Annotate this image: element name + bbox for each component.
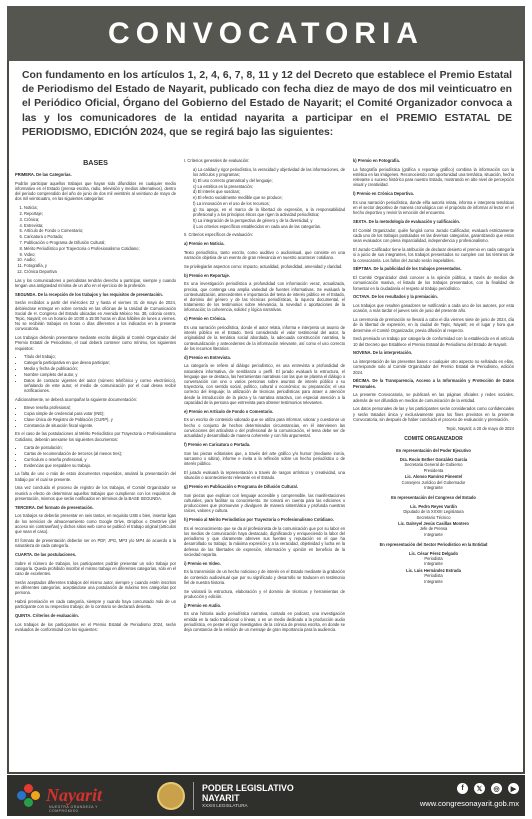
requirement-item: • Categoría participativa en que desea participar; [24, 360, 176, 365]
paragraph: La presente Convocatoria, se publicará en las páginas oficiales y redes sociales, además de ser difundida en medios de comunicación de la entidad. [353, 392, 514, 403]
base-10-heading: DÉCIMA. De la Transparencia, Acceso a la Información y Protección de Datos Personales. [353, 378, 514, 389]
criteria-heading: II. Criterios específicos de evaluación: [184, 232, 253, 238]
document-item: • Copia simple de credencial para votar (INE); [24, 411, 176, 416]
base-7-heading: SÉPTIMA. De la publicidad de los trabajos presentados. [353, 266, 462, 272]
prize-heading: f) Premio en Caricatura o Portada. [184, 441, 251, 447]
paragraph: Los datos personales de las y los participantes serán considerados como confidenciales y serán tratados única y exclusivamente para los fines previstos en la presente Convocatoria, sin después de haber concluido el proceso de evaluación y premiación. [353, 406, 514, 422]
signatory [353, 504, 514, 520]
paragraph: Los trabajos que resulten ganadores se notificarán a cada uno de los autores, por esta ocasión, a más tardar el jueves seis de junio del presente año. [353, 303, 514, 314]
signatory-name: Lic. Luis Hernández Estrada [406, 568, 461, 574]
committee-heading: COMITÉ ORGANIZADOR [404, 435, 463, 442]
social-block [420, 783, 519, 808]
signatory-role: Diputado de la XXXIII Legislatura [403, 509, 464, 515]
signatory-name: Lic. Pedro Reyes Vardín [410, 504, 457, 510]
bases-columns [15, 158, 518, 766]
document-item: • Carta de postulación; [24, 445, 176, 450]
document-item: • Currículum o reseña profesional, y [24, 457, 176, 462]
paragraph: Los trabajos se deberán presentar en seis tantos, en requisito USB o bien, insertar ligas de los servicios de almacenamiento como Google Drive, Dropbox o OneDrive (del acceso sin contraseñas) y dichos sitios web como se publicó el trabajo original (artículos que sean el caso). [15, 513, 176, 534]
base-4-heading: CUARTA. De las postulaciones. [15, 551, 77, 557]
prize-heading: j) Premio en Audio. [184, 602, 222, 608]
paragraph: Son piezas que explican con lenguaje accesible y comprensible, las manifestaciones culturales, para facilitar su conocimiento. Se tomará en cuenta para las ediciones o producciones que promuevan y divulguen de manera sistemática y profunda nuestras raíces, valores y cultura. [184, 492, 345, 514]
document-item: • Evidencias que respalden su trabajo. [24, 463, 176, 468]
criteria-item: b) El uso correcto gramatical y del lenguaje; [193, 177, 273, 183]
legislative-block [202, 783, 294, 809]
paragraph: En el caso de las postulaciones al Mérito Periodístico por Trayectoria o Profesionalismo Cotidiano, deberán anexarse los siguientes documentos: [15, 431, 176, 442]
bases-heading: BASES [83, 158, 108, 167]
paragraph: Es la transmisión de un hecho noticioso y de interés en el Estado mediante la grabación de contenido audiovisual que por su significado y desarrollo se traducen en testimonio fiel de nuestra historia. [184, 569, 345, 585]
signatory-name: Dra. Rocío Esther González García [399, 457, 468, 463]
category-item: 11. Fotografía, y [24, 263, 176, 268]
footer-bar [7, 775, 525, 816]
signatory [353, 457, 514, 473]
document-item: • Cartas de recomendación de terceros (al menos tres); [24, 451, 176, 456]
website-link[interactable]: www.congresonayarit.gob.mx [419, 799, 519, 808]
signatory-role: Periodista [424, 573, 443, 579]
document-item: • Clave Única de Registro de Población (CURP), y [24, 417, 176, 422]
criteria-item: a) La calidad y rigor periodístico, la veracidad y objetividad de las informaciones, de los artículos y programas; [193, 166, 345, 177]
paragraph: Serán aceptados diferentes trabajos del mismo autor, siempre y cuando estén inscritos en diferentes categorías, aceptándose una postulación de máximo tres categorías por persona. [15, 579, 176, 596]
requirement-item: • Nombre completo del autor, y [24, 372, 176, 377]
criteria-heading: I. Criterios generales de evaluación: [184, 158, 250, 163]
criteria-item: c) La estética en la presentación; [193, 183, 254, 189]
paragraph: Es el reconocimiento que se da al profesionista de la comunicación que por su labor en los medios de comunicación haya destacado, dignificando y enriqueciendo la labor del periodismo y que claramente abreven sus fuentes y reputación en el que ha desarrollado su trabajo; la máxima expresión y a la veracidad, objetividad y lucha en la defensa de las libertades de expresión, información y opinión en beneficio de la sociedad nayarita. [184, 525, 345, 557]
document-item: • Constancia de situación fiscal vigente. [24, 423, 176, 428]
category-item: 12. Crónica Deportiva [24, 269, 176, 274]
base-3-heading: TERCERA. Del formato de presentación. [15, 504, 94, 510]
facebook-icon[interactable]: f [457, 783, 468, 794]
documents-list [24, 405, 176, 428]
document-item: • Breve reseña profesional; [24, 405, 176, 410]
legislative-state: NAYARIT [202, 792, 240, 803]
paragraph: Es una narración periodística, donde el autor relata, informa e interpreta un asunto de interés público en el Estado. Será considerado el valor testimonial del autor, la originalidad de la temática social abordada, la adecuada construcción narrativa, la contextualización y antecedentes de la información relevante, así como el uso correcto de los recursos literarios. [184, 324, 345, 351]
category-item: 10. Audio; [24, 257, 176, 262]
signatory-role: Consejero Jurídico del Gobernador [401, 479, 466, 485]
x-icon[interactable]: 𝕏 [474, 783, 485, 794]
prize-heading: c) Premio en Crónica. [184, 316, 227, 322]
paragraph: La interpretación de las presentes bases o cualquier otro aspecto no señalado en ellas, corresponde solo al Comité Organizador del Premio Estatal de Periodismo, edición 2024. [353, 359, 514, 375]
paragraph: Es una investigación periodística a profundidad con información veraz, actualizada, precisa, que contenga una amplia variedad de fuentes informativas. Se evaluará la contextualización, antecedentes e importancia del tema de interés público en el Estado, el dominio del género y de las técnicas periodísticas, la riqueza documental, el tratamiento de los testimonios sobre relevancia, la novedad o aportaciones de la información; la coherencia, solidez y lógica narrativas. [184, 281, 345, 313]
paragraph: Adicionalmente, se deberá acompañar la siguiente documentación: [15, 396, 137, 402]
divider [193, 782, 194, 810]
category-list [24, 205, 176, 274]
paragraph: La falta de uno o más de estos documentos requeridos, anulará la presentación del trabajo por el cual se presente. [15, 471, 176, 482]
base-2-heading: SEGUNDA. De la recepción de los trabajos y los requisitos de presentación. [15, 291, 163, 297]
requirements-list [24, 354, 176, 393]
prize-heading: l) Premio en Crónica Deportiva. [353, 191, 414, 197]
paragraph: Es una narración periodística, donde el/la autor/a relata, informa e interpreta temáticas en el sector deportivo de manera cronológica con el propósito de informar al lector en el hecho deportivo y revivir la emoción del encuentro. [353, 200, 514, 216]
category-item: 4. Entrevista; [24, 223, 176, 228]
prize-heading: b) Premio en Reportaje. [184, 272, 230, 278]
flower-logo-icon [17, 784, 41, 808]
base-9-heading: NOVENA. De la interpretación. [353, 350, 413, 356]
paragraph: Texto periodístico, tanto escrito, como auditivo o audiovisual, que consiste en una narración objetiva de un evento de gran relevancia en nuestro acontecer cotidiano. [184, 249, 345, 260]
nayarit-logo [7, 775, 127, 816]
logo-wordmark: Nayarit [46, 785, 102, 805]
page-title: CONVOCATORIA [108, 16, 424, 50]
signatory [353, 551, 514, 567]
signatory-name: Lic. César Pérez Delgado [409, 551, 458, 557]
base-8-heading: OCTAVA. De los resultados y la premiación. [353, 294, 438, 300]
signatory-position: Integrante [424, 561, 443, 567]
column-3 [353, 158, 514, 766]
logo-tagline: NUESTRA GRANDEZA Y COMPROMISO [49, 805, 98, 813]
date-line: Tepic, Nayarit; a 20 de mayo de 2024 [446, 425, 514, 431]
category-item: 6. Caricatura o Portada; [24, 234, 176, 239]
base-1-heading: PRIMERA. De las Categorías. [15, 172, 72, 177]
paragraph: La fotografía periodística (gráfica o reportaje gráfico) combina la información con la estética en las imágenes. Reconociendo con oportunidad una temática, situación, hecho relevante o suceso histórico para nuestro Estado, mostrando en alto nivel de percepción visual y creatividad. [353, 166, 514, 188]
paragraph: Será premiado un trabajo por categoría de conformidad con lo establecido en el artículo 10 del Decreto que Establece el Premio Estatal de Periodismo del Estado de Nayarit. [353, 336, 514, 347]
signatory-name: Lic. Dalreyel Jesús Casillas Montero [398, 521, 469, 527]
paragraph: Se privilegiarán aspectos como: impacto, actualidad, profundidad, amenidad y claridad. [184, 263, 343, 269]
group-heading: En representación del Sector Periodístico en la Entidad [379, 541, 488, 547]
criteria-item: i) Los criterios específicos establecidos en cada una de las categorías. [193, 223, 322, 229]
youtube-icon[interactable]: ▶ [508, 783, 519, 794]
criteria-item: g) Su apego, en el marco de la libertad de expresión, a la responsabilidad profesional y a los principios éticos que rigen la actividad periodística; [193, 206, 345, 217]
criteria-item: h) La integración de la perspectiva de género y de la diversidad, y [193, 217, 313, 223]
group-heading: En representación del Poder Ejecutivo [396, 448, 471, 454]
paragraph: El Comité Organizador, quién fungirá como Jurado Calificador, evaluará estrictamente cada uno de los trabajos postulados en las diversas categorías, garantizando que estos sean evaluados con plena imparcialidad, independencia y profesionalismo. [353, 228, 514, 244]
paragraph: Los trabajos deberán presentarse mediante escrito dirigido al Comité Organizador del Premio Estatal de Periodismo, el cual deberá contener como mínimo, los siguientes requisitos: [15, 335, 176, 351]
prize-heading: e) Premio en Artículo de Fondo o Comentario. [184, 408, 274, 414]
prize-heading: g) Premio en Publicación o Programa de Difusión Cultural. [184, 483, 298, 489]
signatory-position: Integrante [424, 531, 443, 537]
prize-heading: d) Premio en Entrevista. [184, 354, 231, 360]
paragraph: Sobre el número de trabajos, los participantes podrán presentar un solo trabajo por categoría. Queda prohibido inscribir el mismo trabajo en diferentes categorías, sólo en el caso de excelentes. [15, 560, 176, 576]
category-item: 3. Crónica; [24, 217, 176, 222]
column-1 [15, 158, 176, 766]
base-6-heading: SEXTA. De la metodología de evaluación y calificación. [353, 219, 461, 225]
state-seal-icon [157, 782, 185, 810]
prize-heading: i) Premio en Video. [184, 560, 221, 566]
paragraph: Se valorará la estructura, elaboración y el dominio de técnicas y herramientas de producción y edición. [184, 588, 345, 599]
paragraph: El jurado evaluará la representación a través de rasgos artísticos y creatividad, una situación o acontecimiento relevante en el Estado. [184, 469, 345, 480]
signatory-position: Presidenta [423, 467, 444, 473]
signatory-position: Secretario Técnico [416, 514, 451, 520]
category-item: 5. Artículo de Fondo o Comentario; [24, 228, 176, 233]
legislature-number: XXXIII LEGISLATURA [202, 802, 248, 808]
signatory-role: Secretaria General de Gobierno [404, 462, 463, 468]
base-5-heading: QUINTA. Criterios de evaluación. [15, 612, 79, 618]
criteria-item: e) El efecto socialmente medible que se produce; [193, 195, 283, 201]
instagram-icon[interactable]: ◎ [491, 783, 502, 794]
base-1-text: Podrán participar aquellos trabajos que hayan sido difundidos en cualquier medio informativo en el Estado (prensa escrita, radio, televisión y medios alternativos), dentro del periodo comprendido del año de junio de dos mil veintitrés al veintiuno de mayo de dos mil veinticuatro, en las siguientes categorías: [15, 180, 176, 202]
paragraph: El Jurado Calificador tiene la atribución de declarar desierto el premio en cada categoría si a juicio de sus integrantes, los trabajos presentados no cumplen con los términos de la convocatoria. Los fallos del Jurado serán inapelables. [353, 247, 514, 263]
paragraph: Las y los comunicadores o periodistas tendrán derecho a participar, siempre y cuando tengan una antigüedad mínima de un año en el ejercicio de la profesión. [15, 277, 176, 288]
requirement-item: • Medio y fecha de publicación; [24, 366, 176, 371]
social-icons [457, 783, 519, 794]
signatory-role: Jefe de Prensa [419, 526, 448, 532]
paragraph: La ceremonia de premiación se llevará a cabo el día viernes siete de junio de 2024, día de la libertad de expresión, en la ciudad de Tepic, Nayarit; en el lugar y hora que determine el Comité Organizador, previa difusión al respecto. [353, 317, 514, 333]
category-item: 2. Reportaje; [24, 211, 176, 216]
criteria-item: f) La innovación en el uso de los recursos; [193, 200, 270, 206]
paragraph: Son las piezas editoriales que, a través del arte gráfico y/o humor (mediante ironía, sarcasmo o sátira), informe e invita a la reflexión sobre un hecho periodístico o de interés público. [184, 450, 345, 466]
paragraph: Es una historia audio periodística narrativa, contada en podcast, una investigación emitida en la radio tradicional o líneas, o en un medio dedicado a la producción audio periodística, en pester el rigor investigativo de la crónica de prensa escrita, en donde se deja constancia de la emisión de un mensaje de gran importancia para la audiencia. [184, 611, 345, 633]
title-bar [7, 6, 525, 61]
category-item: 9. Video; [24, 252, 176, 257]
requirement-item: • Título del trabajo; [24, 354, 176, 359]
column-2 [184, 158, 345, 766]
requirement-item: • Datos de contacto vigentes del autor (número telefónico y correo electrónico), señalando de este autor, el medio de comunicación por el cual desea recibir notificaciones. [24, 378, 176, 394]
signatory [353, 521, 514, 537]
paragraph: Una vez concluido el proceso de registro de los trabajos, el Comité Organizador se reunirá a efecto de determinar aquellos trabajos que cumplieron con los requisitos de presentación, mismos que serán notificados en términos de la BASE SEGUNDA. [15, 485, 176, 501]
signatory-name: Lic. Alonso Ramírez Pimentel [404, 474, 463, 480]
paragraph: Serán recibidos a partir del miércoles 22 y hasta el viernes 31 de mayo de 2024, debiéndose entregar en sobre cerrado en las oficinas de la Unidad de Comunicación Social de H. Congreso del Estado ubicadas en Avenida México No. 38, colonia centro, Tepic, Nayarit; en un horario de 10:00 a 15:00 horas en días hábiles de lunes a viernes. No se recibirán trabajos en horas o días diferentes a los indicados en la presente convocatoria. [15, 300, 176, 332]
signatory-position: Integrante [424, 578, 443, 584]
group-heading: En representación del Congreso del Estado [391, 494, 476, 500]
legislative-power: PODER LEGISLATIVO [202, 782, 294, 793]
prize-heading: h) Premio al Mérito Periodístico por Trayectoria o Profesionalismo Cotidiano. [184, 517, 334, 522]
documents-list-2 [24, 445, 176, 468]
signatory [353, 568, 514, 584]
paragraph: El formato de presentación deberán ser en PDF, JPG, MP3 y/o MP4 de acuerdo a la naturaleza de cada categoría. [15, 537, 176, 548]
paragraph: La categoría se refiere al diálogo periodístico, es una entrevista a profundidad de naturaleza informativa, de semblanza o perfil. El jurado evaluará la estructura, el lenguaje que se destaca, las herramientas narrativas con las que se plasma el diálogo o conversación con uno o varios personas sobre asuntos de interés público o su trayectoria, con sentido social, político, cultural o económico; su preparación; el uso correcto del lenguaje; la utilización de técnicas periodísticas para atraer a atención desde la introducción de la pieza y la narrativa atractiva, con especial atención a la capacidad de la persona que entrevista para obtener testimonios relevantes. [184, 363, 345, 405]
paragraph: El Comité Organizador dará conocer a la opinión pública, a través de medios de comunicación masiva, el listado de los trabajos presentados, con la finalidad de fomentar en la ciudadanía el respeto al trabajo periodístico. [353, 275, 514, 291]
prize-heading: k) Premio en Fotografía. [353, 158, 400, 163]
intro-paragraph: Con fundamento en los artículos 1, 2, 4, 6, 7, 8, 11 y 12 del Decreto que establece el Premio Estatal de Periodismo del Estado de Nayarit, publicado con fecha diez de mayo de dos mil veinticuatro en el Periódico Oficial, Órgano del Gobierno del Estado de Nayarit; el Comité Organizador convoca a las y los comunicadores de la entidad nayarita a participar en el PREMIO ESTATAL DE PERIODISMO, EDICIÓN 2024, que se regirá bajo las siguientes: [22, 70, 512, 138]
category-item: 1. Noticia; [24, 205, 176, 210]
signatory-role: Periodista [424, 556, 443, 562]
signatory-position: Integrante [424, 484, 443, 490]
signatory [353, 474, 514, 490]
prize-heading: a) Premio en Noticia. [184, 240, 225, 246]
paragraph: Es un escrito de contenido valorado que se utiliza para informar, valorar y cuestionar un hecho o conjunto de hechos determinados circunstancias, en él intervienen las convicciones del articulista o del profesional de la comunicación, el tema debe ser de actualidad y desarrollado de manera coherente y con hilo argumental. [184, 417, 345, 438]
paragraph: Habrá premiación en cada categoría, siempre y cuando haya concursado más de un participante con su respectivo trabajo; de lo contrario se declarará desierta. [15, 598, 176, 610]
paragraph: Los trabajos de los participantes en el Premio Estatal de Periodismo 2024, serán evaluados de conformidad con los siguientes: [15, 621, 176, 632]
general-criteria-list [193, 167, 345, 229]
category-item: 7. Publicación o Programa de Difusión Cultural; [24, 240, 176, 245]
criteria-item: d) El interés que suscitan; [193, 189, 241, 195]
category-item: 8. Mérito Periodístico por Trayectoria o Profesionalismo Cotidiano; [24, 246, 176, 251]
